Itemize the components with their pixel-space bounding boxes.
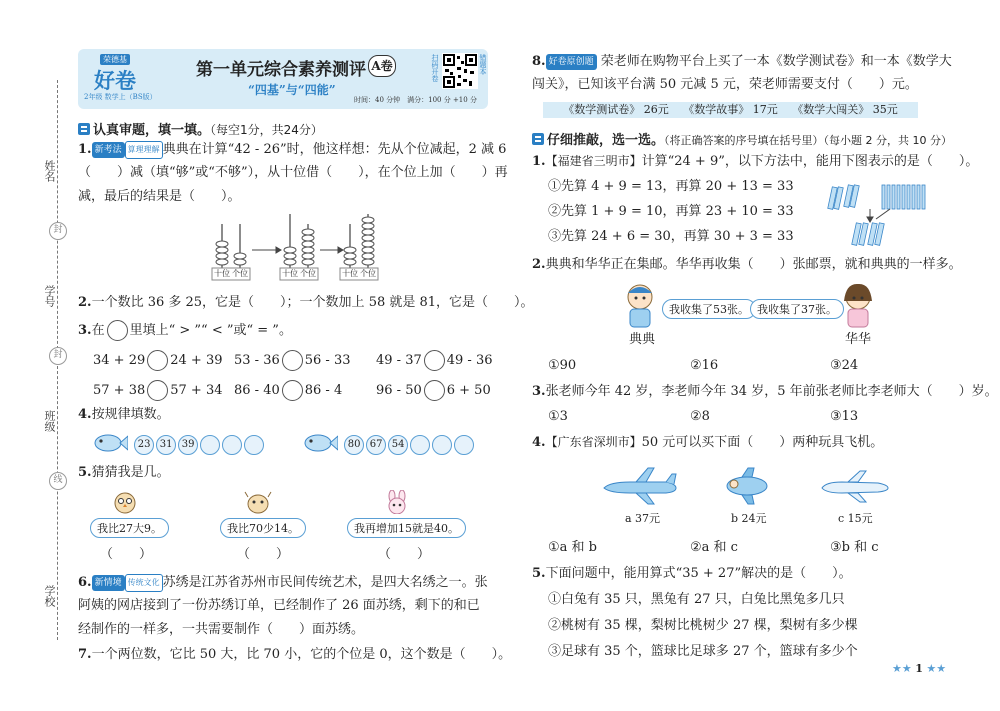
q3-row1-item2: 53 - 36 56 - 33 (234, 350, 351, 371)
answer-bubble[interactable] (454, 435, 474, 455)
cow-icon (243, 490, 273, 518)
class-label: 班级 (43, 410, 56, 432)
hua-speech-bubble: 我收集了37张。 (750, 299, 844, 319)
toy-plane-icon (722, 466, 772, 510)
exam-meta: 时间：40 分钟 满分：100 分 +10 分 (354, 96, 477, 104)
answer-bubble[interactable] (410, 435, 430, 455)
c2-option-3[interactable]: ③24 (830, 358, 859, 373)
student-id-label: 学号 (43, 285, 56, 307)
small-jet-icon (818, 468, 890, 508)
c1-option-3[interactable]: ③先算 24 + 6 = 30，再算 30 + 3 = 33 (548, 229, 794, 244)
seal-mark: 封 (49, 347, 67, 365)
section-2-heading: 仔细推敲，选一选。（将正确答案的序号填在括号里）（每小题 2 分，共 10 分） (532, 129, 952, 148)
c3-option-1[interactable]: ①3 (548, 409, 568, 424)
counting-sticks-diagram (826, 181, 936, 251)
girl-avatar-icon (838, 281, 878, 335)
c5-option-3[interactable]: ③足球有 35 个，篮球比足球多 27 个，篮球有多少个 (548, 644, 858, 659)
cow-speech-bubble: 我比70少14。 (220, 518, 306, 538)
q4-sequence-1: 23 31 39 (92, 433, 265, 457)
answer-circle[interactable] (424, 350, 445, 371)
answer-circle[interactable] (424, 380, 445, 401)
answer-circle[interactable] (147, 350, 168, 371)
c5-text: 5.下面问题中，能用算式“35 + 27”解决的是（ ）。 (532, 566, 852, 581)
plane-b-label: b 24元 (731, 512, 767, 525)
q1-line2: （ ）减（填“够”或“不够”），从十位借（ ），在个位上加（ ）再 (78, 165, 508, 180)
line-mark: 线 (49, 472, 67, 490)
q1-line3: 减，最后的结果是（ ）。 (78, 189, 241, 204)
star-icon: ★★ (892, 662, 912, 675)
c4-option-3[interactable]: ③b 和 c (830, 540, 879, 555)
plane-c-label: c 15元 (838, 512, 873, 525)
c4-option-1[interactable]: ①a 和 b (548, 540, 597, 555)
q4-text: 4.按规律填数。 (78, 407, 170, 422)
hua-name: 华华 (845, 332, 872, 347)
dian-name: 典典 (629, 332, 656, 347)
page-number: ★★ 1 ★★ (892, 662, 947, 675)
q3-text: 3.在 里填上“ > ”“ < ”或“ = ”。 (78, 320, 292, 341)
header-banner (78, 49, 488, 109)
owl-speech-bubble: 我比27大9。 (90, 518, 169, 538)
qr-code-icon (442, 53, 478, 89)
q3-row2-item2: 86 - 40 86 - 4 (234, 380, 342, 401)
c1-option-2[interactable]: ②先算 1 + 9 = 10，再算 23 + 10 = 33 (548, 204, 794, 219)
c3-option-3[interactable]: ③13 (830, 409, 859, 424)
c2-option-1[interactable]: ①90 (548, 358, 577, 373)
abacus-diagram: 十位 个位 十位 个位 十位 个位 (210, 210, 390, 282)
airliner-icon (600, 466, 680, 510)
answer-circle[interactable] (147, 380, 168, 401)
section-1-heading: 认真审题，填一填。（每空1分，共24分） (78, 119, 323, 138)
answer-bubble[interactable] (200, 435, 220, 455)
c1-option-1[interactable]: ①先算 4 + 9 = 13，再算 20 + 13 = 33 (548, 179, 794, 194)
q3-row1-item1: 34 + 29 24 + 39 (93, 350, 223, 371)
c5-option-2[interactable]: ②桃树有 35 棵，梨树比桃树少 27 棵，梨树有多少棵 (548, 618, 858, 633)
seal-mark: 封 (49, 222, 67, 240)
q2-text: 2.一个数比 36 多 25，它是（ ）；一个数加上 58 就是 81，它是（ ）。 (78, 295, 534, 310)
q5-text: 5.猜猜我是几。 (78, 465, 170, 480)
name-label: 姓名 (43, 160, 56, 182)
q5-answer-blank[interactable]: （ ） (237, 547, 290, 562)
school-label: 学校 (43, 585, 56, 607)
section-icon (532, 133, 544, 145)
answer-bubble[interactable] (222, 435, 242, 455)
q8-line1: 8. 好卷原创题 荣老师在购物平台上买了一本《数学测试卷》和一本《数学大 (532, 54, 952, 69)
c2-text: 2.典典和华华正在集邮。华华再收集（ ）张邮票，就和典典的一样多。 (532, 257, 962, 272)
c1-text: 1.【福建省三明市】计算“24 + 9”，以下方法中，能用下图表示的是（ ）。 (532, 154, 979, 169)
q3-row1-item3: 49 - 37 49 - 36 (376, 350, 493, 371)
plane-a-label: a 37元 (625, 512, 661, 525)
section-icon (78, 123, 90, 135)
qr-label-2: 错题本 (479, 54, 487, 75)
c3-option-2[interactable]: ②8 (690, 409, 710, 424)
owl-icon (110, 490, 140, 518)
q5-answer-blank[interactable]: （ ） (378, 547, 431, 562)
compare-circle-icon (107, 320, 128, 341)
boy-avatar-icon (620, 281, 660, 335)
q6-line3: 经制作的一样多，一共需要制作（ ）面苏绣。 (78, 622, 365, 637)
q6-line1: 6. 新情境 传统文化 苏绣是江苏省苏州市民间传统艺术，是四大名绣之一。张 (78, 575, 488, 590)
fish-icon (302, 433, 338, 457)
c4-text: 4.【广东省深圳市】50 元可以买下面（ ）两种玩具飞机。 (532, 435, 884, 450)
rabbit-speech-bubble: 我再增加15就是40。 (347, 518, 466, 538)
q5-answer-blank[interactable]: （ ） (100, 547, 153, 562)
version-badge: A卷 (368, 55, 396, 77)
q1-line1: 1. 新考法 算理理解 典典在计算“42 - 26”时，他这样想：先从个位减起，2 减 6 (78, 142, 507, 157)
c5-option-1[interactable]: ①白兔有 35 只，黑兔有 27 只，白兔比黑兔多几只 (548, 592, 845, 607)
qr-label: 扫码开卷 (431, 54, 439, 82)
c2-option-2[interactable]: ②16 (690, 358, 719, 373)
brand-logo: 荣德基 好卷 2年级 数学上（BS版） (84, 55, 157, 101)
rabbit-icon (382, 490, 412, 518)
price-list: 《数学测试卷》 26元 《数学故事》 17元 《数学大闯关》 35元 (543, 102, 918, 118)
c4-option-2[interactable]: ②a 和 c (690, 540, 738, 555)
dian-speech-bubble: 我收集了53张。 (662, 299, 756, 319)
fish-icon (92, 433, 128, 457)
page-subtitle: “四基”与“四能” (248, 83, 336, 97)
q6-line2: 阿姨的网店接到了一份苏绣订单，已经制作了 26 面苏绣，剩下的和已 (78, 598, 480, 613)
q3-row2-item3: 96 - 50 6 + 50 (376, 380, 491, 401)
q3-row2-item1: 57 + 38 57 + 34 (93, 380, 223, 401)
star-icon: ★★ (926, 662, 947, 675)
q4-sequence-2: 80 67 54 (302, 433, 475, 457)
answer-bubble[interactable] (244, 435, 264, 455)
answer-circle[interactable] (282, 350, 303, 371)
answer-bubble[interactable] (432, 435, 452, 455)
answer-circle[interactable] (282, 380, 303, 401)
q7-text: 7.一个两位数，它比 50 大，比 70 小，它的个位是 0，这个数是（ ）。 (78, 647, 512, 662)
page-title: 第一单元综合素养测评 (196, 60, 366, 80)
c3-text: 3.张老师今年 42 岁，李老师今年 34 岁，5 年前张老师比李老师大（ ）岁。 (532, 384, 998, 399)
q8-line2: 闯关》，已知该平台满 50 元减 5 元，荣老师需要支付（ ）元。 (532, 77, 918, 92)
